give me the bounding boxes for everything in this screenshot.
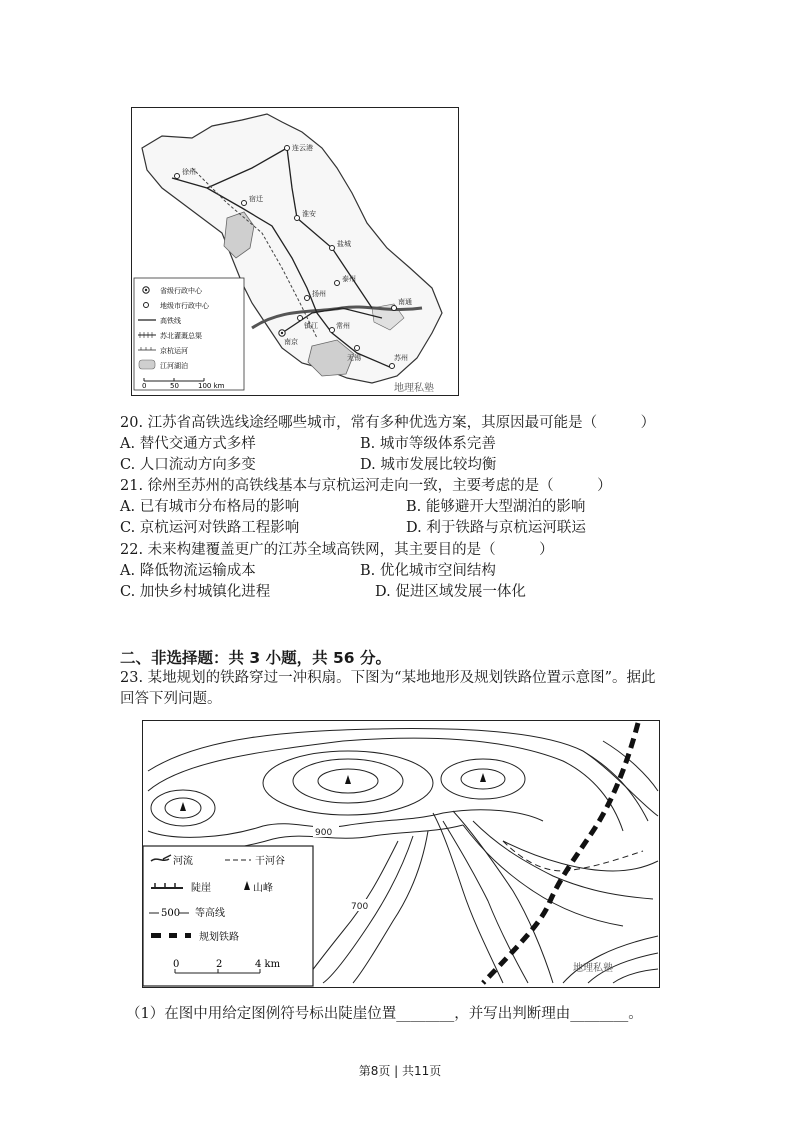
q22-option-a[interactable]: A. 降低物流运输成本 [120, 563, 256, 579]
svg-text:省级行政中心: 省级行政中心 [160, 287, 202, 295]
svg-text:100 km: 100 km [198, 382, 225, 390]
map1-watermark: 地理私塾 [394, 383, 434, 394]
svg-text:干河谷: 干河谷 [255, 856, 285, 867]
section-title: 二、非选择题：共 3 小题，共 56 分。 [120, 649, 391, 667]
jiangsu-map-svg [132, 108, 458, 395]
map2-legend [143, 846, 313, 986]
svg-text:50: 50 [170, 382, 179, 390]
q21-option-d[interactable]: D. 利于铁路与京杭运河联运 [406, 520, 586, 536]
map1-legend [134, 278, 244, 390]
svg-text:地级市行政中心: 地级市行政中心 [160, 302, 209, 310]
svg-text:4 km: 4 km [255, 959, 281, 970]
svg-text:常州: 常州 [336, 322, 350, 330]
svg-text:苏北灌溉总渠: 苏北灌溉总渠 [160, 332, 202, 340]
jiangsu-rail-map [131, 107, 459, 396]
q21-option-a[interactable]: A. 已有城市分布格局的影响 [120, 499, 300, 515]
svg-text:苏州: 苏州 [394, 354, 408, 362]
svg-text:500: 500 [161, 908, 181, 919]
svg-text:扬州: 扬州 [312, 290, 326, 298]
q20-option-b[interactable]: B. 城市等级体系完善 [360, 436, 496, 452]
q23-line1: 23. 某地规划的铁路穿过一冲积扇。下图为“某地地形及规划铁路位置示意图”。据此 [120, 670, 656, 686]
q20-option-c[interactable]: C. 人口流动方向多变 [120, 457, 256, 473]
q20-option-d[interactable]: D. 城市发展比较均衡 [360, 457, 497, 473]
svg-text:泰州: 泰州 [342, 275, 356, 283]
page-footer: 第8页 | 共11页 [358, 1064, 442, 1078]
svg-text:规划铁路: 规划铁路 [199, 932, 239, 943]
map2-watermark: 地理私塾 [573, 963, 613, 974]
svg-text:连云港: 连云港 [292, 144, 313, 152]
q21-stem: 21. 徐州至苏州的高铁线基本与京杭运河走向一致，主要考虑的是（ ） [120, 478, 612, 494]
q22-option-c[interactable]: C. 加快乡村城镇化进程 [120, 584, 271, 600]
svg-text:0: 0 [142, 382, 147, 390]
svg-text:镇江: 镇江 [304, 322, 318, 330]
q20-stem: 20. 江苏省高铁选线途经哪些城市，常有多种优选方案，其原因最可能是（ ） [120, 415, 656, 431]
svg-text:2: 2 [216, 959, 223, 970]
q22-stem: 22. 未来构建覆盖更广的江苏全域高铁网，其主要目的是（ ） [120, 542, 554, 558]
contour-label-700: 700 [351, 902, 369, 912]
svg-text:0: 0 [173, 959, 180, 970]
contour-map-svg [143, 721, 659, 987]
peak-markers [180, 773, 486, 811]
q21-option-b[interactable]: B. 能够避开大型湖泊的影响 [406, 499, 586, 515]
svg-text:高铁线: 高铁线 [160, 317, 181, 325]
q20-option-a[interactable]: A. 替代交通方式多样 [120, 436, 256, 452]
svg-text:等高线: 等高线 [195, 908, 225, 919]
svg-text:江河湖泊: 江河湖泊 [160, 362, 188, 370]
q21-option-c[interactable]: C. 京杭运河对铁路工程影响 [120, 520, 300, 536]
contour-label-900: 900 [315, 828, 333, 838]
svg-text:京杭运河: 京杭运河 [160, 347, 188, 355]
svg-text:南通: 南通 [398, 298, 412, 306]
svg-text:陡崖: 陡崖 [191, 883, 211, 894]
q23-line2: 回答下列问题。 [120, 691, 222, 707]
svg-text:南京: 南京 [284, 338, 298, 346]
q22-option-d[interactable]: D. 促进区域发展一体化 [375, 584, 526, 600]
svg-text:淮安: 淮安 [302, 210, 316, 218]
q22-option-b[interactable]: B. 优化城市空间结构 [360, 563, 496, 579]
contour-rail-map [142, 720, 660, 988]
q23-sub1: （1）在图中用给定图例符号标出陡崖位置________，并写出判断理由________。 [126, 1006, 643, 1022]
svg-text:无锡: 无锡 [347, 354, 361, 362]
svg-text:宿迁: 宿迁 [249, 195, 263, 203]
svg-text:河流: 河流 [173, 856, 193, 867]
svg-text:山峰: 山峰 [253, 883, 273, 894]
svg-text:徐州: 徐州 [182, 168, 196, 176]
svg-text:盐城: 盐城 [337, 240, 351, 248]
